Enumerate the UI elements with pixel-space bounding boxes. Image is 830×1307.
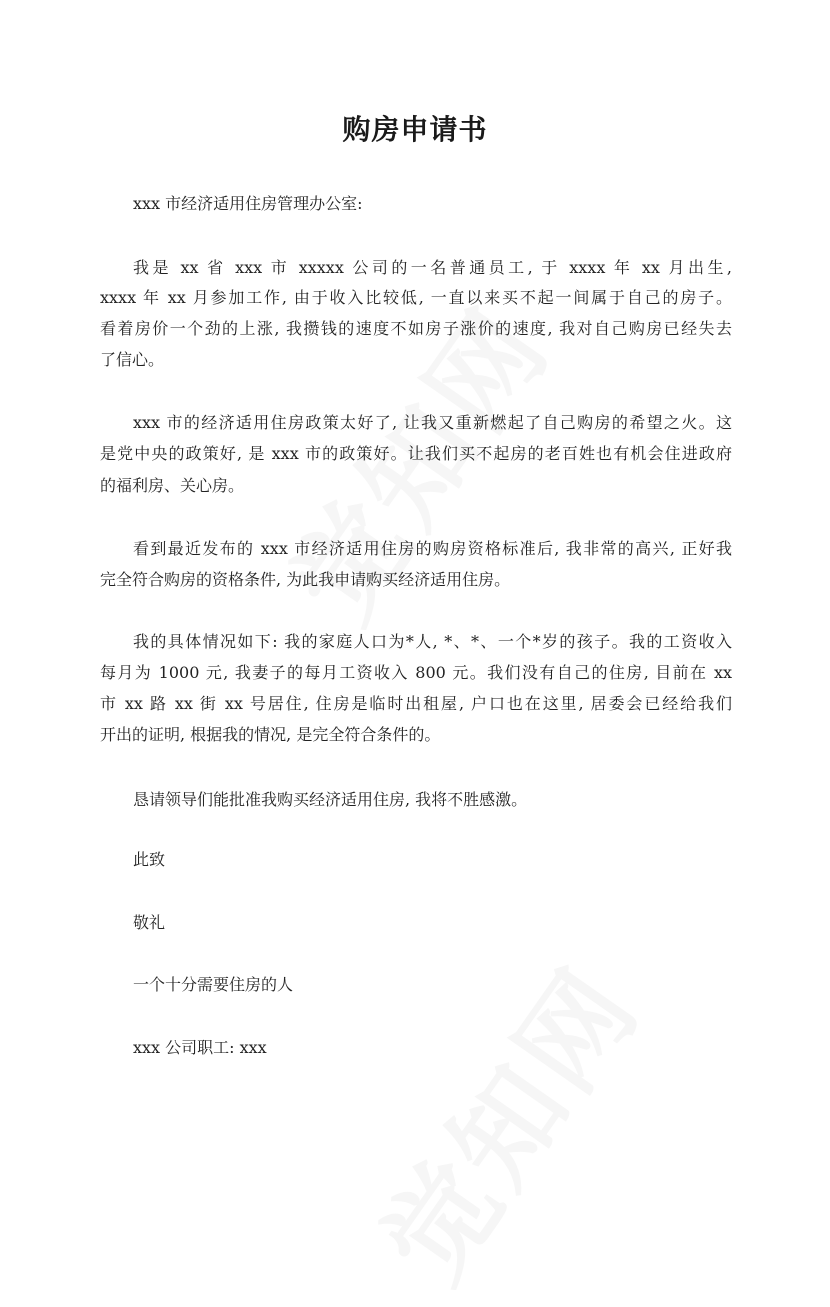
paragraph-1-line-1: 我是 xx 省 xxx 市 xxxxx 公司的一名普通员工, 于 xxxx 年 xx 月出生, [133, 258, 732, 277]
signer-text: xxx 公司职工: xxx [133, 1038, 267, 1057]
paragraph-4-line-4: 开出的证明, 根据我的情况, 是完全符合条件的。 [100, 725, 441, 744]
paragraph-1-line-4: 了信心。 [100, 350, 165, 369]
paragraph-1-line-3: 看着房价一个劲的上涨, 我攒钱的速度不如房子涨价的速度, 我对自己购房已经失去 [100, 319, 732, 338]
paragraph-4-line-3: 市 xx 路 xx 街 xx 号居住, 住房是临时出租屋, 户口也在这里, 居委会已经给我们 [100, 694, 732, 713]
paragraph-5-line-1: 恳请领导们能批准我购买经济适用住房, 我将不胜感激。 [133, 790, 528, 809]
paragraph-4-line-2: 每月为 1000 元, 我妻子的每月工资收入 800 元。我们没有自己的住房, 目前在 xx [100, 663, 732, 682]
paragraph-2-line-1: xxx 市的经济适用住房政策太好了, 让我又重新燃起了自己购房的希望之火。这 [133, 413, 732, 432]
paragraph-3-line-2: 完全符合购房的资格条件, 为此我申请购买经济适用住房。 [100, 570, 511, 589]
salutation: xxx 市经济适用住房管理办公室: [133, 194, 363, 213]
regards-text: 敬礼 [133, 913, 166, 932]
paragraph-2-line-3: 的福利房、关心房。 [100, 476, 245, 495]
document-title: 购房申请书 [342, 113, 488, 146]
closing-text: 此致 [133, 850, 166, 869]
paragraph-4-line-1: 我的具体情况如下: 我的家庭人口为*人, *、*、一个*岁的孩子。我的工资收入 [133, 632, 732, 651]
signature-text: 一个十分需要住房的人 [133, 975, 294, 994]
paragraph-2-line-2: 是党中央的政策好, 是 xxx 市的政策好。让我们买不起房的老百姓也有机会住进政府 [100, 444, 732, 463]
paragraph-1-line-2: xxxx 年 xx 月参加工作, 由于收入比较低, 一直以来买不起一间属于自己的房子。 [100, 288, 732, 307]
paragraph-3-line-1: 看到最近发布的 xxx 市经济适用住房的购房资格标准后, 我非常的高兴, 正好我 [133, 539, 732, 558]
